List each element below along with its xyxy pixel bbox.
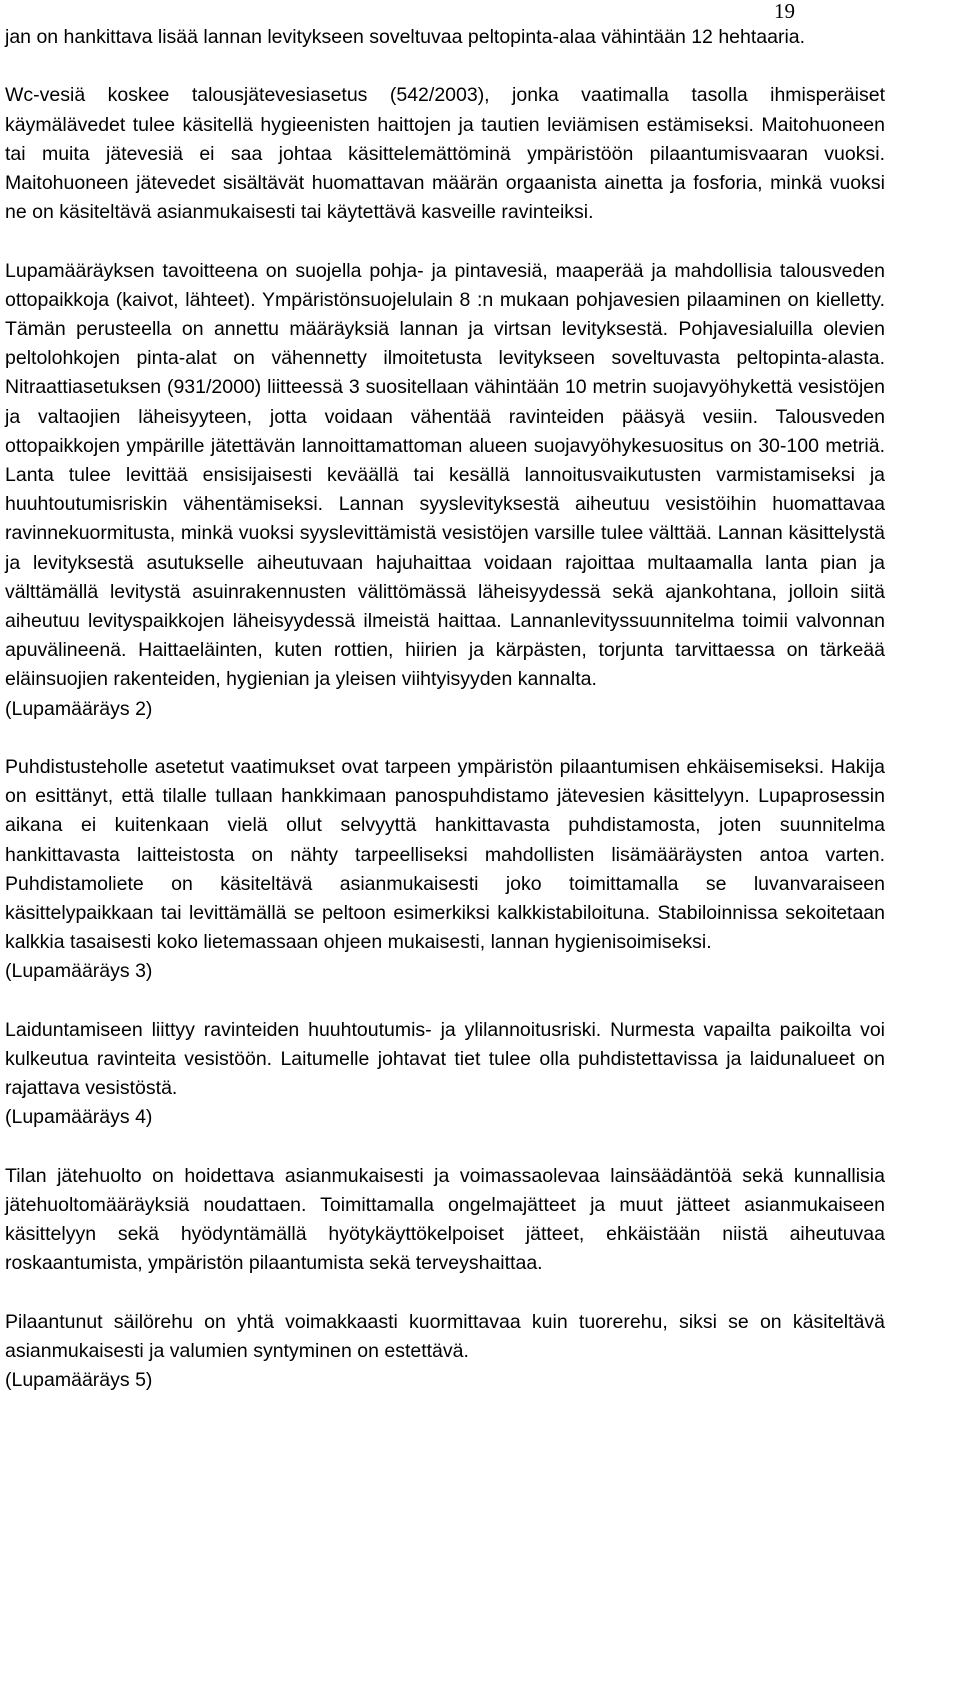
permit-reference-5: (Lupamääräys 5) [5, 1369, 153, 1392]
paragraph-groundwater-protection: Lupamääräyksen tavoitteena on suojella pohja- ja pintavesiä, maaperää ja mahdollisia talousveden ottopaikkoja (kaivot, lähteet). Ympäristönsuojelulain 8 :n mukaan pohjavesien pilaaminen on kielletty. Tämän perusteella on annettu määräyksiä lannan ja virtsan levityksestä. Pohjavesialuilla olevien peltolohkojen pinta-alat on vähennetty ilmoitetusta levitykseen soveltuvasta peltopinta-alasta. Nitraattiasetuksen (931/2000) liitteessä 3 suositellaan vähintään 10 metrin suojavyöhykettä vesistöjen ja valtaojien läheisyyteen, jotta voidaan vähentää ravinteiden pääsyä vesiin. Talousveden ottopaikkojen ympärille jätettävän lannoittamattoman alueen suojavyöhykesuositus on 30-100 metriä. Lanta tulee levittää ensisijaisesti keväällä tai kesällä lannoitusvaikutusten varmistamiseksi ja huuhtoutumisriskin vähentämiseksi. Lannan syyslevityksestä aiheutuu vesistöihin huomattavaa ravinnekuormitusta, minkä vuoksi syyslevittämistä vesistöjen varsille tulee välttää. Lannan käsittelystä ja levityksestä asutukselle aiheutuvaan hajuhaittaa voidaan rajoittaa multaamalla lanta pian ja välttämällä levitystä asuinrakennusten välittömässä läheisyydessä sekä ajankohtana, jolloin siitä aiheutuu levityspaikkojen läheisyydessä ilmeistä haittaa. Lannanlevityssuunnitelma toimii valvonnan apuvälineenä. Haittaeläinten, kuten rottien, hiirien ja kärpästen, torjunta tarvittaessa on tärkeää eläinsuojien rakenteiden, hygienian ja yleisen viihtyisyyden kannalta. [5, 259, 885, 691]
page-number: 19 [774, 0, 795, 23]
paragraph-treatment-plant: Puhdistusteholle asetetut vaatimukset ovat tarpeen ympäristön pilaantumisen ehkäisemiseksi. Hakija on esittänyt, että tilalle tullaan hankkimaan panospuhdistamo jätevesien käsittelyyn. Lupaprosessin aikana ei kuitenkaan vielä ollut selvyyttä hankittavasta puhdistamosta, joten suunnitelma hankittavasta laitteistosta on nähty tarpeelliseksi mahdollisten lisämääräysten antoa varten. Puhdistamoliete on käsiteltävä asianmukaisesti joko toimittamalla se luvanvaraiseen käsittelypaikkaan tai levittämällä se peltoon esimerkiksi kalkkistabiloituna. Stabiloinnissa sekoitetaan kalkkia tasaisesti koko lietemassaan ohjeen mukaisesti, lannan hygienisoimiseksi. [5, 756, 885, 954]
paragraph-grazing: Laiduntamiseen liittyy ravinteiden huuhtoutumis- ja ylilannoitusriski. Nurmesta vapailta paikoilta voi kulkeutua ravinteita vesistöön. Laitumelle johtavat tiet tulee olla puhdistettavissa ja laidunalueet on rajattava vesistöstä. [5, 1018, 885, 1100]
paragraph-waste-management: Tilan jätehuolto on hoidettava asianmukaisesti ja voimassaolevaa lainsäädäntöä sekä kunnallisia jätehuoltomääräyksiä noudattaen. Toimittamalla ongelmajätteet ja muut jätteet asianmukaiseen käsittelyyn sekä hyödyntämällä hyötykäyttökelpoiset jätteet, ehkäistään niistä aiheutuvaa roskaantumista, ympäristön pilaantumista sekä terveyshaittaa. [5, 1164, 885, 1275]
paragraph-wastewater: Wc-vesiä koskee talousjätevesiasetus (542/2003), jonka vaatimalla tasolla ihmisperäiset käymälävedet tulee käsitellä hygieenisten haittojen ja tautien leviämisen estämiseksi. Maitohuoneen tai muita jätevesiä ei saa johtaa käsittelemättöminä ympäristöön pilaantumisvaaran vuoksi. Maitohuoneen jätevedet sisältävät huomattavan määrän orgaanista ainetta ja fosforia, minkä vuoksi ne on käsiteltävä asianmukaisesti tai käytettävä kasveille ravinteiksi. [5, 84, 885, 224]
permit-reference-2: (Lupamääräys 2) [5, 697, 153, 720]
paragraph-silage: Pilaantunut säilörehu on yhtä voimakkaasti kuormittavaa kuin tuorerehu, siksi se on käsiteltävä asianmukaisesti ja valumien syntyminen on estettävä. [5, 1310, 885, 1363]
paragraph-acreage: jan on hankittava lisää lannan levitykseen soveltuvaa peltopinta-alaa vähintään 12 hehtaaria. [5, 26, 806, 48]
body-text [5, 23, 885, 1425]
permit-reference-4: (Lupamääräys 4) [5, 1106, 153, 1129]
permit-reference-3: (Lupamääräys 3) [5, 960, 153, 983]
